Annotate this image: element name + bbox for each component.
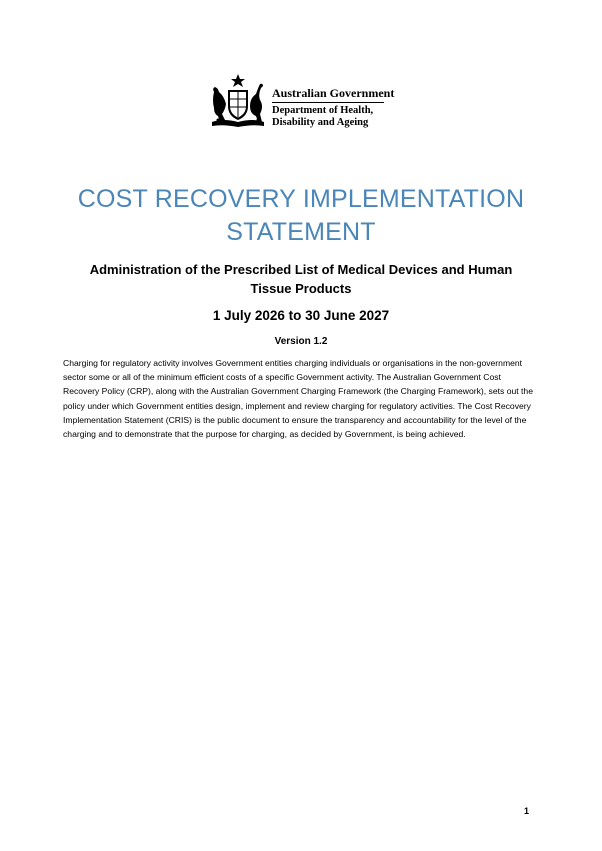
australian-government-logo <box>208 72 398 134</box>
document-subtitle <box>60 260 542 298</box>
version-label: Version 1.2 <box>274 336 328 347</box>
subtitle-line-2: Tissue Products <box>250 281 352 296</box>
logo-divider <box>272 102 384 103</box>
coat-of-arms-icon <box>208 72 268 130</box>
government-name: Australian Government <box>272 86 395 100</box>
department-line-2: Disability and Ageing <box>272 117 369 128</box>
subtitle-line-1: Administration of the Prescribed List of Medical Devices and Human <box>89 262 513 277</box>
intro-paragraph: Charging for regulatory activity involves Government entities charging individuals or organisations in the non-government sector some or all of the minimum efficient costs of a specific Government activity. The Australian Government Cost Recovery Policy (CRP), along with the Australian Government Charging Framework (the Charging Framework), sets out the policy under which Government entities design, implement and review charging for regulatory activities. The Cost Recovery Implementation Statement (CRIS) is the public document to ensure the transparency and accountability for the level of the charging and to demonstrate that the purpose for charging, as decided by Government, is being achieved. <box>63 358 533 440</box>
department-name <box>272 105 373 129</box>
document-title <box>60 183 542 249</box>
date-range: 1 July 2026 to 30 June 2027 <box>212 308 390 323</box>
title-line-2: STATEMENT <box>226 218 376 246</box>
title-line-1: COST RECOVERY IMPLEMENTATION <box>77 185 525 213</box>
page-number: 1 <box>524 806 530 816</box>
department-line-1: Department of Health, <box>272 105 374 116</box>
